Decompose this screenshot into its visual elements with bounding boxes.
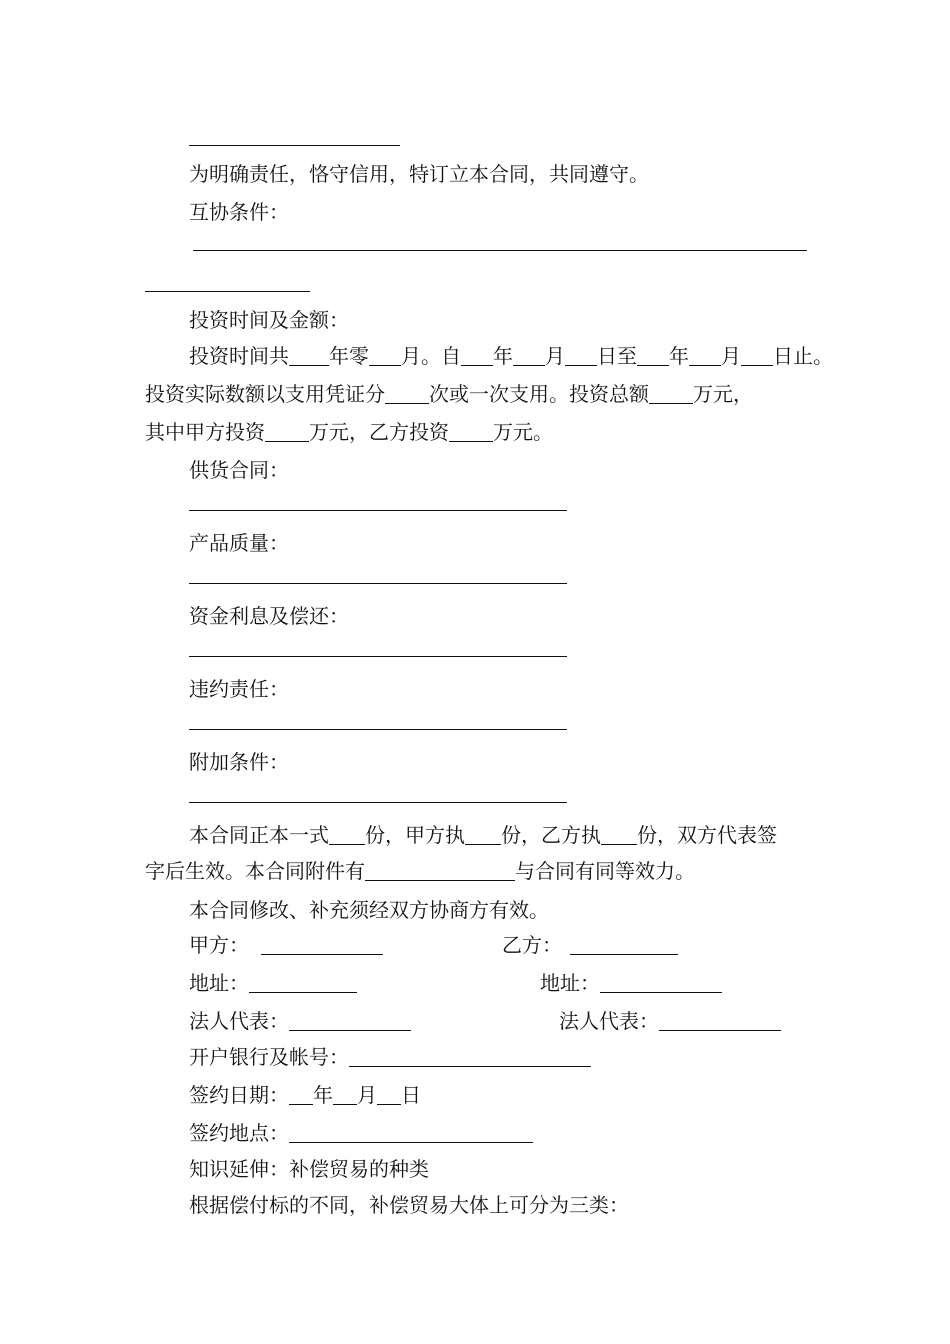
legal-rep-b-line <box>559 1008 781 1034</box>
text-segment: 份，甲方执 <box>365 823 465 847</box>
blank-party-a-copies <box>465 824 501 845</box>
text-segment: 年零 <box>329 344 369 368</box>
address-b-blank <box>600 972 722 993</box>
legal-rep-a-blank <box>289 1010 411 1031</box>
copies-line-1 <box>189 822 777 848</box>
bank-account-line <box>189 1044 591 1070</box>
legal-rep-b-blank <box>659 1010 781 1031</box>
text-segment: 份，双方代表签 <box>637 823 777 847</box>
text-segment: 年 <box>669 344 689 368</box>
legal-rep-a-label: 法人代表： <box>189 1009 289 1033</box>
blank-start-day <box>565 345 597 366</box>
investment-split-line <box>145 419 553 445</box>
blank-sign-month <box>333 1084 357 1105</box>
text-segment: 本合同正本一式 <box>189 823 329 847</box>
blank-years <box>289 345 329 366</box>
investment-amount-line <box>145 381 753 407</box>
party-b-blank <box>570 934 678 955</box>
blank-start-year <box>461 345 493 366</box>
text-segment: 份，乙方执 <box>501 823 601 847</box>
party-b-label: 乙方： <box>502 933 562 957</box>
text-segment: 月 <box>721 344 741 368</box>
contract-statement: 为明确责任，恪守信用，特订立本合同，共同遵守。 <box>189 162 649 186</box>
breach-label: 违约责任： <box>189 677 289 701</box>
party-a-line <box>189 932 383 958</box>
blank-sign-year <box>289 1084 313 1105</box>
text-segment: 万元，乙方投资 <box>309 420 449 444</box>
blank-party-b-investment <box>449 421 493 442</box>
knowledge-title: 知识延伸：补偿贸易的种类 <box>189 1157 429 1181</box>
additional-conditions-label: 附加条件： <box>189 750 289 774</box>
blank-months <box>369 345 401 366</box>
mutual-conditions-label: 互协条件： <box>189 200 289 224</box>
blank-installments <box>385 383 429 404</box>
address-b-label: 地址： <box>540 971 600 995</box>
blank-party-a-investment <box>265 421 309 442</box>
text-segment: 签约日期： <box>189 1083 289 1107</box>
amendment-clause: 本合同修改、补充须经双方协商方有效。 <box>189 898 549 922</box>
mutual-conditions-blank-1 <box>193 250 807 251</box>
text-segment: 次或一次支用。投资总额 <box>429 382 649 406</box>
supply-contract-blank <box>189 510 567 511</box>
party-a-blank <box>261 934 383 955</box>
product-quality-blank <box>189 583 567 584</box>
text-segment: 日 <box>401 1083 421 1107</box>
blank-party-b-copies <box>601 824 637 845</box>
text-segment: 投资时间共 <box>189 344 289 368</box>
mutual-conditions-blank-2 <box>145 291 310 292</box>
text-segment: 年 <box>493 344 513 368</box>
text-segment: 投资实际数额以支用凭证分 <box>145 382 385 406</box>
legal-rep-b-label: 法人代表： <box>559 1009 659 1033</box>
text-segment: 月 <box>545 344 565 368</box>
signing-place-label: 签约地点： <box>189 1121 289 1145</box>
blank-end-day <box>741 345 773 366</box>
party-b-line <box>502 932 678 958</box>
knowledge-intro: 根据偿付标的不同，补偿贸易大体上可分为三类： <box>189 1193 629 1217</box>
text-segment: 其中甲方投资 <box>145 420 265 444</box>
additional-conditions-blank <box>189 802 567 803</box>
interest-label: 资金利息及偿还： <box>189 604 349 628</box>
blank-sign-day <box>377 1084 401 1105</box>
blank-attachments <box>365 860 515 881</box>
interest-blank <box>189 656 567 657</box>
address-a-blank <box>249 972 357 993</box>
product-quality-label: 产品质量： <box>189 531 289 555</box>
address-b-line <box>540 970 722 996</box>
investment-heading: 投资时间及金额： <box>189 308 349 332</box>
blank-total-amount <box>649 383 693 404</box>
signing-place-blank <box>289 1122 533 1143</box>
blank-line-top <box>189 145 400 146</box>
address-a-line <box>189 970 357 996</box>
text-segment: 月 <box>357 1083 377 1107</box>
bank-account-blank <box>349 1046 591 1067</box>
breach-blank <box>189 729 567 730</box>
blank-total-copies <box>329 824 365 845</box>
text-segment: 字后生效。本合同附件有 <box>145 859 365 883</box>
bank-account-label: 开户银行及帐号： <box>189 1045 349 1069</box>
text-segment: 日至 <box>597 344 637 368</box>
text-segment: 日止。 <box>773 344 833 368</box>
text-segment: 与合同有同等效力。 <box>515 859 695 883</box>
text-segment: 万元。 <box>493 420 553 444</box>
text-segment: 万元， <box>693 382 753 406</box>
blank-end-month <box>689 345 721 366</box>
text-segment: 月。自 <box>401 344 461 368</box>
copies-line-2 <box>145 858 695 884</box>
blank-end-year <box>637 345 669 366</box>
legal-rep-a-line <box>189 1008 411 1034</box>
text-segment: 年 <box>313 1083 333 1107</box>
blank-start-month <box>513 345 545 366</box>
investment-time-line <box>189 343 833 369</box>
supply-contract-label: 供货合同： <box>189 458 289 482</box>
address-a-label: 地址： <box>189 971 249 995</box>
signing-date-line <box>189 1082 421 1108</box>
party-a-label: 甲方： <box>189 933 249 957</box>
signing-place-line <box>189 1120 533 1146</box>
